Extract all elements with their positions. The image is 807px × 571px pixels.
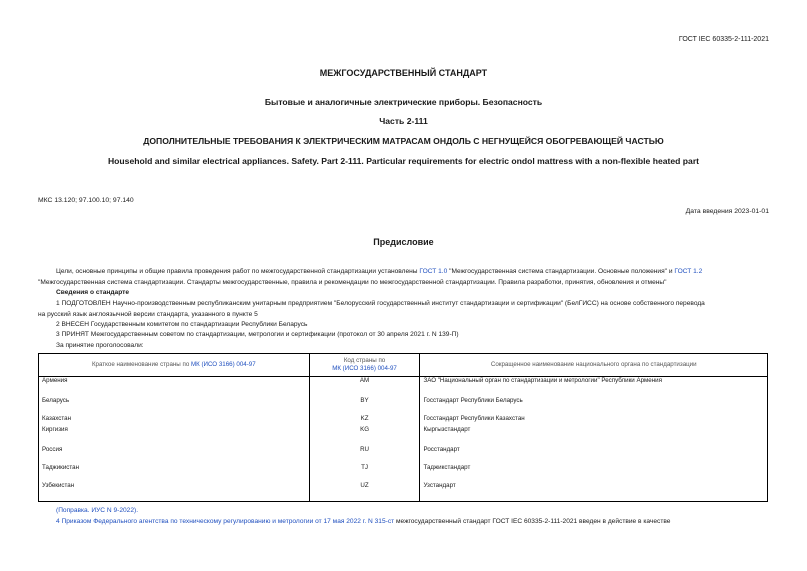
- col-header-code: [309, 354, 420, 377]
- document-code: ГОСТ IEC 60335-2-111-2021: [678, 36, 769, 43]
- mk-iso-3166-link[interactable]: МК (ИСО 3166) 004-97: [190, 360, 256, 368]
- country-cell: Таджикистан: [39, 464, 310, 482]
- table-row: [39, 397, 768, 415]
- standard-info-heading: Сведения о стандарте: [56, 289, 130, 296]
- col-header-country: [39, 354, 310, 377]
- col-header-country-text: Краткое наименование страны по: [91, 360, 191, 368]
- document-part: Часть 2-111: [379, 116, 428, 126]
- body-cell: Госстандарт Республики Беларусь: [420, 397, 768, 415]
- document-subtitle: Бытовые и аналогичные электрические приборы. Безопасность: [264, 97, 543, 107]
- body-cell: Таджикстандарт: [420, 464, 768, 482]
- additional-requirements-title: ДОПОЛНИТЕЛЬНЫЕ ТРЕБОВАНИЯ К ЭЛЕКТРИЧЕСКИМ МАТРАСАМ ОНДОЛЬ С НЕГНУЩЕЙСЯ ОБОГРЕВАЮЩЕЙ ЧАСТЬЮ: [143, 136, 664, 146]
- country-cell: Россия: [39, 446, 310, 464]
- body-cell: Росстандарт: [420, 446, 768, 464]
- body-cell: Госстандарт Республики Казахстан: [420, 415, 768, 426]
- col-header-code-text: Код страны по: [343, 356, 386, 364]
- table-row: [39, 464, 768, 482]
- item-1-prepared: 1 ПОДГОТОВЛЕН Научно-производственным республиканским унитарным предприятием "Белорусский государственный институт стандартизации и сертификации" (БелГИСС) на основе собственного перевода: [56, 300, 705, 307]
- order-315-link[interactable]: 4 Приказом Федерального агентства по техническому регулированию и метрологии от 17 мая 2022 г. N 315-ст: [56, 518, 395, 525]
- item-3-adopted: 3 ПРИНЯТ Межгосударственным советом по стандартизации, метрологии и сертификации (протокол от 30 апреля 2021 г. N 139-П): [56, 331, 459, 338]
- english-title: Household and similar electrical appliances. Safety. Part 2-111. Particular requirements for electric ondol mattress with a non-flexible heated part: [107, 156, 700, 166]
- body-cell: ЗАО "Национальный орган по стандартизации и метрологии" Республики Армения: [420, 377, 768, 397]
- code-cell: KG: [309, 426, 420, 446]
- body-cell: Кыргызстандарт: [420, 426, 768, 446]
- preface-paragraph-1-cont: "Межгосударственная система стандартизации. Стандарты межгосударственные, правила и рекомендации по межгосударственной стандартизации. Правила разработки, принятия, обновления и отмены": [38, 279, 667, 286]
- mk-iso-3166-link[interactable]: МК (ИСО 3166) 004-97: [332, 365, 397, 372]
- table-row: [39, 377, 768, 397]
- preface-paragraph-1: [56, 268, 702, 275]
- code-cell: AM: [309, 377, 420, 397]
- code-cell: UZ: [309, 482, 420, 502]
- country-cell: Армения: [39, 377, 310, 397]
- gost-1-0-link[interactable]: ГОСТ 1.0: [419, 268, 448, 275]
- document-title: МЕЖГОСУДАРСТВЕННЫЙ СТАНДАРТ: [319, 68, 488, 78]
- voting-states-table: [38, 353, 768, 502]
- introduction-date: Дата введения 2023-01-01: [685, 208, 769, 215]
- item-1-prepared-cont: на русский язык англоязычной версии стандарта, указанного в пункте 5: [38, 311, 258, 318]
- preface-text: Цели, основные принципы и общие правила проведения работ по межгосударственной стандартизации установлены: [56, 268, 420, 275]
- item-2-introduced: 2 ВНЕСЕН Государственным комитетом по стандартизации Республики Беларусь: [56, 321, 308, 328]
- voted-label: За принятие проголосовали:: [56, 342, 144, 349]
- code-cell: TJ: [309, 464, 420, 482]
- table-row: [39, 415, 768, 426]
- mks-codes: МКС 13.120; 97.100.10; 97.140: [38, 197, 134, 204]
- preface-heading: Предисловие: [373, 237, 434, 247]
- body-cell: Узстандарт: [420, 482, 768, 502]
- item-4-order: [56, 518, 768, 525]
- country-cell: Казахстан: [39, 415, 310, 426]
- col-header-body: Сокращенное наименование национального органа по стандартизации: [420, 354, 768, 377]
- table-row: [39, 446, 768, 464]
- item-4-text: межгосударственный стандарт ГОСТ IEC 60335-2-111-2021 введен в действие в качестве: [394, 518, 671, 525]
- country-cell: Киргизия: [39, 426, 310, 446]
- country-cell: Узбекистан: [39, 482, 310, 502]
- gost-1-2-link[interactable]: ГОСТ 1.2: [674, 268, 703, 275]
- table-row: [39, 426, 768, 446]
- amendment-link[interactable]: (Поправка. ИУС N 9-2022).: [56, 507, 139, 514]
- code-cell: KZ: [309, 415, 420, 426]
- country-cell: Беларусь: [39, 397, 310, 415]
- table-row: [39, 482, 768, 502]
- code-cell: RU: [309, 446, 420, 464]
- preface-text: "Межгосударственная система стандартизации. Основные положения" и: [447, 268, 675, 275]
- code-cell: BY: [309, 397, 420, 415]
